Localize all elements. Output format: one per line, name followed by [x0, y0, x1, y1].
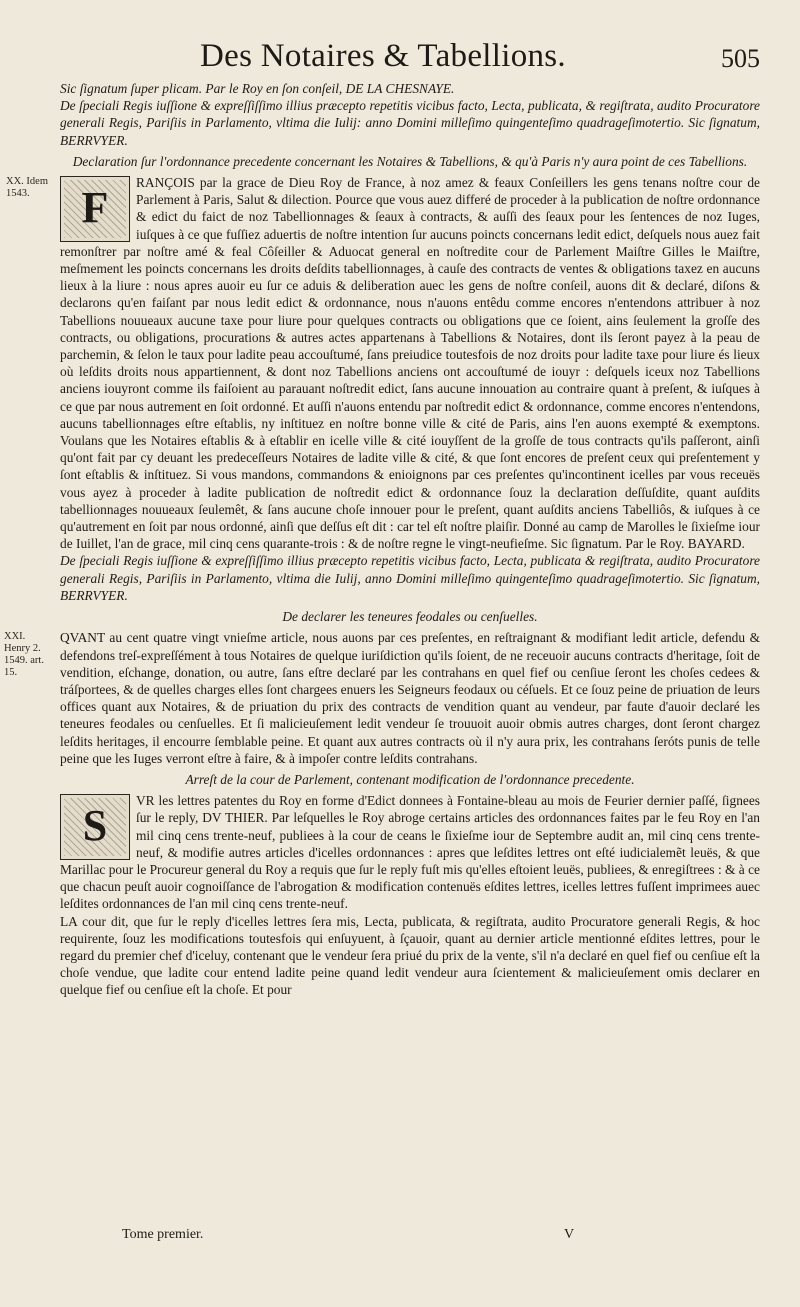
signature-mark: V	[564, 1227, 575, 1242]
section-heading-declaration: Declaration ſur l'ordonnance precedente concernant les Notaires & Tabellions, & qu'à Paris n'y aura point de ces Tabellions.	[72, 153, 748, 169]
page-footer	[60, 1227, 760, 1247]
signature-line-1: Sic ſignatum ſuper plicam. Par le Roy en ſon conſeil, DE LA CHESNAYE.	[60, 81, 455, 96]
section-heading-feodales: De declarer les teneures feodales ou cenſuelles.	[282, 609, 538, 625]
margin-note-xx: XX. Idem 1543.	[6, 176, 48, 200]
page-header	[60, 38, 760, 82]
page-body	[4, 80, 760, 999]
section-heading-arrest: Arreſt de la cour de Parlement, contenant modification de l'ordonnance precedente.	[185, 771, 635, 787]
registration-note-1: De ſpeciali Regis iuſſione & expreſſiſſimo illius præcepto repetitis vicibus facto, Lecta, publicata, & regiſtrata, audito Procuratore generali Regis, Pariſiis in Parlamento, vltima die Iulij: anno Domini milleſimo quingenteſimo quadrageſimotertio. Sic ſignatum, BERRVYER.	[60, 98, 760, 148]
catchword-tome: Tome premier.	[122, 1227, 204, 1242]
declaration-text: RANÇOIS par la grace de Dieu Roy de France, à noz amez & feaux Conſeillers les gens tenans noſtre cour de Parlement à Paris, Salut & dilection. Pource que vous auez differé de proceder à la publication de noſtre ordonnance & edict du faict de noz Tabellionnages & ſeaux à contracts, & auſſi des ſeaux pour les ſentences de noz Iuges, iuſques à ce que fuſſiez aduertis de noſtre intention ſur aucuns poincts concernans ledit edict, deſquels nous auez fait remonſtrer par noſtre amé & feal Côſeiller & Aduocat general en noſtredite cour de Parlement Maiſtre Gilles le Maiſtre, meſmement les poincts concernans les droits deſdits tabellionnages, à cauſe des contracts de ventes & obligations taxez en aucuns lieux à la liure : nous apres auoir eu ſur ce aduis & deliberation auec les gens de noſtre conſeil, auons dit & declaré, diſons & declarons qu'en faiſant par nous ledit edict & ordonnance, nous n'auons entêdu comme encores n'entendons attribuer à noz Tabellions nouueaux aucune taxe pour liure pour quelques contracts ou obligations que ce ſoient, ains ſeulement la groſſe des contracts, ou obligations, procurations & autres actes appartenans à Tabellions & Notaires, dont ils ſeront payez à la peau de parchemin, & ſelon le taux pour ladite peau accouſtumé, ſans preiudice toutesfois de noz droits pour ladite taxe pour liure és lieux où leſdits droits nous appartiennent, & dont noz Tabellions anciens ont accouſtumé de iouyr : deſquels iceux noz Tabellions anciens iouyront comme ils faiſoient au parauant noſtredit edict, ſans aucune innouation au contraire quant à preſent, & iuſques à ce que par nous autrement en ſoit ordonné. Et auſſi n'auons entendu par noſtredit edict & ordonnance, comme encores n'entendons, aucuns tabellionnages eſtre eſtablis, ny inſtituez en noſtre bonne ville & cité de Paris, ains l'en auons exempté & exemptons. Voulans que les Notaires eſtablis & à eſtablir en icelle ville & cité iouyſſent de la groſſe de tous contracts qu'ils paſſeront, ainſi qu'ont fait par cy deuant les predeceſſeurs Notaires de ladite ville & cité, & que ſont encores de preſent ceux qui preſentement y ſont eſtablis & inſtituez. Si vous mandons, commandons & enioignons par ces preſentes qu'incontinent icelles par vous receuës vous ayez à proceder à ladite publication de noſtredit edict & ordonnance ſouz la declaration deſſuſdite, quant auſdits tabellionnages nouueaux ſeulemêt, & ſans aucune choſe innouer pour le preſent, quant auſdits anciens Tabelliôs, & iuſques à ce qu'autrement en ſoit par nous ordonné, ainſi que deſſus eſt dit : car tel eſt noſtre plaiſir. Donné au camp de Marolles le ſixieſme iour de Iuillet, l'an de grace, mil cinq cens quarante-trois : & de noſtre regne le vingt-neufieſme. Sic ſignatum. Par le Roy. BAYARD.	[60, 175, 760, 552]
folio-number: 505	[721, 44, 760, 73]
registration-note-2: De ſpeciali Regis iuſſione & expreſſiſſimo illius præcepto repetitis vicibus facto, Lecta, publicata & regiſtrata, audito Procuratore generali Regis, Pariſiis in Parlamento, vltima die Iulij, anno Domini milleſimo quingenteſimo quadrageſimotertio. Sic ſignatum, BERRVYER.	[60, 553, 760, 603]
drop-cap-f: F	[60, 176, 130, 242]
running-title: Des Notaires & Tabellions.	[200, 38, 566, 74]
arrest-text: VR les lettres patentes du Roy en forme d'Edict donnees à Fontaine-bleau au mois de Feurier dernier paſſé, ſignees ſur le reply, DV THIER. Par leſquelles le Roy abroge certains articles des ordonnances faites par le feu Roy en l'an mil cinq cens trente-neuf, publiees à la cour de ceans le ſixieſme iour de Septembre audit an, mil cinq cens trente-neuf, & modifie autres articles d'icelles ordonnances : apres que leſdites lettres ont eſté iudicialemẽt leuës, & que Marillac pour le Procureur general du Roy a requis que ſur le reply fuſt mis qu'elles eſtoient leuës, publiees, & enregiſtrees : & à ce que chacun peuſt auoir cognoiſſance de l'abrogation & modification contenuës eſdites lettres, icelles lettres fuſſent imprimees auec leſdites ordonnances de l'an mil cinq cens trente-neuf.	[60, 793, 760, 912]
drop-cap-s: S	[60, 794, 130, 860]
margin-note-xxi: XXI. Henry 2. 1549. art. 15.	[4, 631, 44, 679]
article-text: QVANT au cent quatre vingt vnieſme article, nous auons par ces preſentes, en reſtraignant & modifiant ledit article, defendu & defendons treſ-expreſſément à tous Notaires de quelque iuriſdiction qu'ils ſoient, de ne receuoir aucuns contracts d'heritage, ſoit de vendition, eſchange, donation, ou autre, ſans eſtre declaré par les contrahans en quel fief ou cenſiue ſeront les choſes cedees & tráſportees, & de quelles charges elles ſont chargees enuers les Seigneurs feodaux ou céſuels. Et ce ſouz peine de priuation de leurs offices quant aux Notaires, & de priuation du prix des contracts de vendition quant au vendeur, par faute d'auoir declaré les teneures feodales ou cenſuelles. Et ſi malicieuſement ledit vendeur ſe trouuoit auoir obmis autres charges, dont ſeront chargez leſdits heritages, il encourre ſemblable peine. Et quant aux autres contracts où il n'y aura prix, les contrahans ſeróts punis de telle peine que les Iuges verront eſtre à faire, & à impoſer contre leſdits contrahans.	[60, 630, 760, 766]
court-ruling-text: LA cour dit, que ſur le reply d'icelles lettres ſera mis, Lecta, publicata, & regiſtrata, audito Procuratore generali Regis, & hoc requirente, ſouz les modifications toutesfois qui enſuyuent, à ſçauoir, quant au dernier article mentionné eſdites lettres, pour le regard du premier chef d'iceluy, contenant que le vendeur ſera priué du prix de la vente, s'il n'a declaré en quel fief ou cenſiue eſt la choſe vendue, que ladite cour entend ladite peine quand ledit vendeur aura ſcientement & malicieuſement omis declarer en quelque fief ou cenſiue eſt la choſe. Et pour	[60, 913, 760, 998]
